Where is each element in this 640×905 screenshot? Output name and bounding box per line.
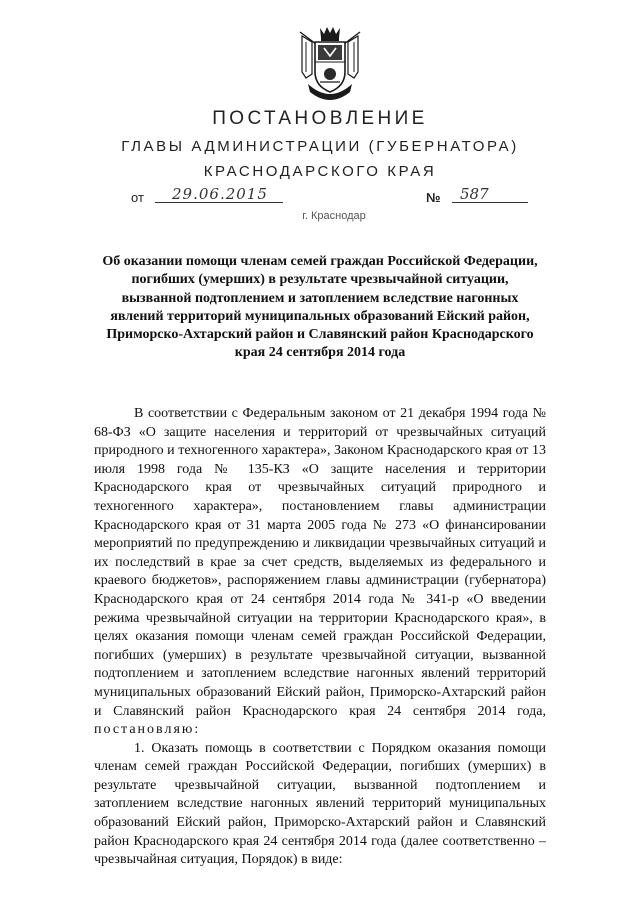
issuer-line-1: ГЛАВЫ АДМИНИСТРАЦИИ (ГУБЕРНАТОРА) bbox=[121, 138, 519, 155]
clause-1-paragraph: 1. Оказать помощь в соответствии с Порядком оказания помощи членам семей граждан Российской Федерации, погибших (умерших) в результате чрезвычайной ситуации, вызванной подтоплением и затоплением вследствие нагонных явлений территорий муниципальных образований Ейский район, Приморско-Ахтарский район и Славянский район Краснодарского края 24 сентября 2014 года (далее соответственно – чрезвычайная ситуация, Порядок) в виде: bbox=[94, 740, 546, 868]
date-label: от bbox=[131, 190, 144, 205]
number-value: 587 bbox=[460, 185, 489, 203]
date-number-row bbox=[0, 185, 640, 210]
date-value: 29.06.2015 bbox=[172, 185, 268, 203]
krasnodar-coat-of-arms-icon bbox=[298, 22, 362, 102]
document-type-title: ПОСТАНОВЛЕНИЕ bbox=[212, 108, 428, 129]
preamble-paragraph bbox=[94, 405, 546, 740]
issuer-line-2: КРАСНОДАРСКОГО КРАЯ bbox=[203, 163, 437, 180]
decree-word: постановляю: bbox=[94, 722, 201, 738]
document-body bbox=[94, 405, 546, 870]
document-subject: Об оказании помощи членам семей граждан Российской Федерации, погибших (умерших) в результате чрезвычайной ситуации, вызванной подтоплением и затоплением вследствие нагонных явлений территорий муниципальных образований Ейский район, Приморско-Ахтарский район и Славянский район Краснодарского края 24 сентября 2014 года bbox=[102, 254, 538, 361]
city-line: г. Краснодар bbox=[302, 210, 366, 222]
preamble-text: В соответствии с Федеральным законом от 21 декабря 1994 года № 68-ФЗ «О защите населения и территорий от чрезвычайных ситуаций природного и техногенного характера», Законом Краснодарского края от 13 июля 1998 года № 135-КЗ «О защите населения и территории Краснодарского края от чрезвычайных ситуаций природного и техногенного характера», постановлением главы администрации Краснодарского края от 31 марта 2005 года № 273 «О финансировании мероприятий по предупреждению и ликвидации чрезвычайных ситуаций и их последствий в крае за счет средств, выделяемых из федерального и краевого бюджетов», распоряжением главы администрации (губернатора) Краснодарского края от 24 сентября 2014 года № 341-р «О введении режима чрезвычайной ситуации на территории Краснодарского края», в целях оказания помощи членам семей граждан Российской Федерации, погибших (умерших) в результате чрезвычайной ситуации, вызванной подтоплением и затоплением вследствие нагонных явлений территорий муниципальных образований Ейский район, Приморско-Ахтарский район и Славянский район Краснодарского края 24 сентября 2014 года, bbox=[94, 406, 546, 719]
number-label: № bbox=[426, 190, 441, 205]
